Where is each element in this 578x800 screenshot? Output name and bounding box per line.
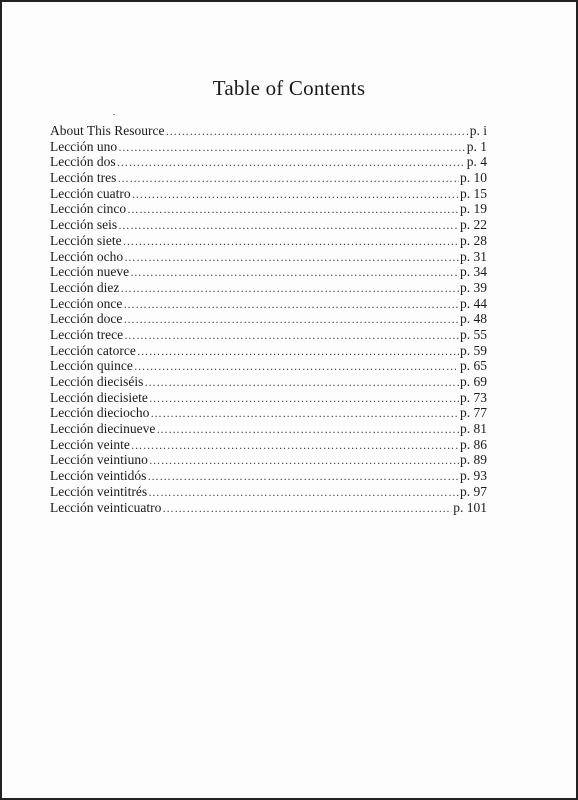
- dot-leader: [136, 345, 459, 359]
- toc-entry: [50, 201, 487, 217]
- toc-entry-page: p. 31: [460, 248, 487, 264]
- toc-entry: [50, 484, 487, 500]
- toc-entry: [50, 233, 487, 249]
- toc-entry-page: p. 10: [460, 170, 487, 186]
- dot-leader: [149, 407, 459, 421]
- toc-entry-title: Lección tres: [50, 170, 117, 186]
- toc-entry-page: p. 22: [460, 217, 487, 233]
- toc-entry: [50, 327, 487, 343]
- toc-entry: [50, 343, 487, 359]
- toc-entry-page: p. 44: [460, 295, 487, 311]
- toc-entry: [50, 249, 487, 265]
- dot-leader: [161, 502, 452, 516]
- dot-leader: [131, 188, 459, 202]
- dot-leader: [119, 282, 459, 296]
- dot-leader: [155, 423, 459, 437]
- dot-leader: [133, 360, 459, 374]
- toc-entry-title: About This Resource: [50, 123, 165, 138]
- toc-entry-title: Lección trece: [50, 326, 124, 342]
- toc-entry: [50, 154, 487, 170]
- toc-entry: [50, 405, 487, 421]
- toc-entry-page: p. 55: [460, 326, 487, 342]
- dot-leader: [130, 439, 459, 453]
- toc-entry-title: Lección cinco: [50, 201, 127, 217]
- toc-entry-page: p. 77: [460, 405, 487, 421]
- scan-speck: [113, 114, 115, 115]
- toc-entry-title: Lección veintidós: [50, 468, 147, 484]
- dot-leader: [148, 454, 459, 468]
- toc-entry-title: Lección dos: [50, 154, 116, 170]
- toc-entry: [50, 452, 487, 468]
- dot-leader: [126, 203, 459, 217]
- toc-entry-title: Lección uno: [50, 138, 118, 154]
- toc-entry-title: Lección diez: [50, 279, 120, 295]
- toc-entry-title: Lección nueve: [50, 264, 130, 280]
- toc-entry-title: Lección dieciséis: [50, 374, 144, 389]
- toc-entry: [50, 123, 487, 139]
- dot-leader: [122, 235, 459, 249]
- dot-leader: [148, 392, 459, 406]
- toc-entry-page: p. 89: [460, 452, 487, 468]
- toc-entry-page: p. 59: [460, 342, 487, 358]
- toc-entry-title: Lección veinticuatro: [50, 499, 162, 515]
- toc-entry: [50, 468, 487, 484]
- dot-leader: [146, 470, 459, 484]
- dot-leader: [116, 156, 466, 170]
- toc-entry-page: p. 39: [460, 279, 487, 295]
- table-of-contents: [50, 123, 487, 515]
- toc-entry-page: p. 4: [466, 154, 487, 170]
- toc-entry-title: Lección veinte: [50, 436, 130, 452]
- toc-entry: [50, 217, 487, 233]
- toc-entry-title: Lección veintiuno: [50, 452, 148, 468]
- toc-entry-title: Lección seis: [50, 217, 118, 233]
- toc-entry-page: p. 48: [460, 311, 487, 327]
- toc-entry-page: p. 69: [460, 374, 487, 389]
- toc-entry-title: Lección doce: [50, 311, 123, 327]
- dot-leader: [123, 329, 459, 343]
- toc-entry: [50, 421, 487, 437]
- toc-entry: [50, 170, 487, 186]
- toc-entry-page: p. 73: [460, 389, 487, 405]
- toc-entry-page: p. 97: [460, 483, 487, 499]
- dot-leader: [122, 298, 459, 312]
- dot-leader: [129, 266, 459, 280]
- toc-entry-page: p. 28: [460, 232, 487, 248]
- toc-entry: [50, 437, 487, 453]
- toc-entry-page: p. i: [469, 123, 487, 138]
- toc-entry-title: Lección quince: [50, 358, 133, 374]
- toc-entry: [50, 374, 487, 390]
- toc-entry-title: Lección ocho: [50, 248, 124, 264]
- toc-entry: [50, 500, 487, 516]
- toc-entry: [50, 186, 487, 202]
- toc-entry-page: p. 65: [460, 358, 487, 374]
- toc-entry-page: p. 15: [460, 185, 487, 201]
- dot-leader: [147, 486, 459, 500]
- toc-entry-title: Lección diecisiete: [50, 389, 148, 405]
- dot-leader: [123, 251, 459, 265]
- dot-leader: [165, 125, 469, 139]
- dot-leader: [116, 172, 459, 186]
- toc-entry-title: Lección once: [50, 295, 123, 311]
- dot-leader: [117, 141, 466, 155]
- toc-entry: [50, 264, 487, 280]
- toc-entry-page: p. 81: [460, 421, 487, 437]
- dot-leader: [122, 313, 459, 327]
- toc-entry: [50, 296, 487, 312]
- toc-entry-page: p. 19: [460, 201, 487, 217]
- toc-entry-title: Lección veintitrés: [50, 483, 148, 499]
- toc-entry-title: Lección diecinueve: [50, 421, 156, 437]
- toc-entry-page: p. 101: [453, 499, 487, 515]
- dot-leader: [117, 219, 459, 233]
- toc-entry-page: p. 1: [466, 138, 487, 154]
- toc-entry-title: Lección cuatro: [50, 185, 131, 201]
- page-title: Table of Contents: [212, 76, 366, 100]
- toc-entry: [50, 311, 487, 327]
- toc-entry: [50, 358, 487, 374]
- toc-entry-title: Lección dieciocho: [50, 405, 150, 421]
- dot-leader: [143, 376, 459, 390]
- toc-entry-page: p. 93: [460, 468, 487, 484]
- toc-entry-title: Lección catorce: [50, 342, 136, 358]
- toc-entry: [50, 390, 487, 406]
- toc-entry-page: p. 86: [460, 436, 487, 452]
- toc-entry: [50, 139, 487, 155]
- toc-entry-page: p. 34: [460, 264, 487, 280]
- toc-entry-title: Lección siete: [50, 232, 122, 248]
- toc-entry: [50, 280, 487, 296]
